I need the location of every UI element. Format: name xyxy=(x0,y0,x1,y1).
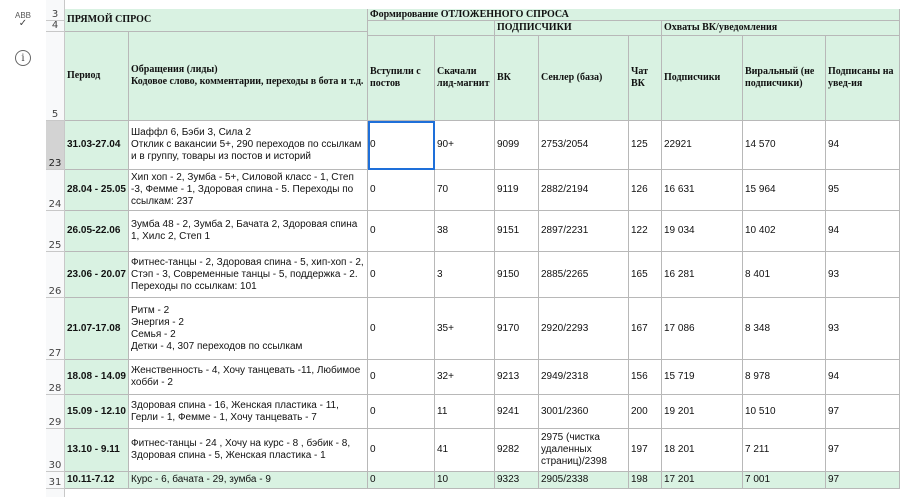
cell-viral-row-24[interactable]: 15 964 xyxy=(743,170,826,211)
cell-vk-row-29[interactable]: 9241 xyxy=(495,395,539,429)
cell-chat-row-26[interactable]: 165 xyxy=(629,252,662,298)
row-number-28[interactable]: 28 xyxy=(46,360,64,395)
info-icon: i xyxy=(15,50,31,66)
header-reach[interactable]: Охваты ВК/уведомления xyxy=(662,21,900,36)
cell-chat-row-29[interactable]: 200 xyxy=(629,395,662,429)
cell-viral-row-26[interactable]: 8 401 xyxy=(743,252,826,298)
row-number-column xyxy=(46,0,65,497)
cell-chat-row-27[interactable]: 167 xyxy=(629,298,662,360)
cell-notify-row-29[interactable]: 97 xyxy=(826,395,900,429)
row-number-30[interactable]: 30 xyxy=(46,429,64,472)
cell-vk-row-27[interactable]: 9170 xyxy=(495,298,539,360)
cell-notify-row-28[interactable]: 94 xyxy=(826,360,900,395)
cell-notify-row-23[interactable]: 94 xyxy=(826,121,900,170)
cell-period-row-27[interactable]: 21.07-17.08 xyxy=(65,298,129,360)
cell-period-row-30[interactable]: 13.10 - 9.11 xyxy=(65,429,129,472)
spreadsheet-grid xyxy=(65,0,900,497)
cell-joined-row-27[interactable]: 0 xyxy=(368,298,435,360)
cell-chat-row-30[interactable]: 197 xyxy=(629,429,662,472)
cell-downloaded-row-26[interactable]: 3 xyxy=(435,252,495,298)
cell-period-row-26[interactable]: 23.06 - 20.07 xyxy=(65,252,129,298)
cell-senler-row-27[interactable]: 2920/2293 xyxy=(539,298,629,360)
row-number-31[interactable]: 31 xyxy=(46,472,64,489)
cell-requests-row-25[interactable]: Зумба 48 - 2, Зумба 2, Бачата 2, Здоровая спина 1, Хилс 2, Степ 1 xyxy=(129,211,368,252)
row-number-23[interactable]: 23 xyxy=(46,121,64,170)
header-notify-subscribed[interactable]: Подписаны на увед-ия xyxy=(826,36,900,121)
row-number-26[interactable]: 26 xyxy=(46,252,64,298)
cell-requests-row-30[interactable]: Фитнес-танцы - 24 , Хочу на курс - 8 , бэбик - 8, Здоровая спина - 5, Женская пластика - 1 xyxy=(129,429,368,472)
cell-requests-row-26[interactable]: Фитнес-танцы - 2, Здоровая спина - 5, хип-хоп - 2, Стэп - 3, Современные танцы - 5, поддержка - 2. Переходы по ссылкам: 101 xyxy=(129,252,368,298)
cell-downloaded-row-30[interactable]: 41 xyxy=(435,429,495,472)
header-reach-subscribers[interactable]: Подписчики xyxy=(662,36,743,121)
cell-notify-row-27[interactable]: 93 xyxy=(826,298,900,360)
cell-subs-row-25[interactable]: 19 034 xyxy=(662,211,743,252)
cell-requests-row-28[interactable]: Женственность - 4, Хочу танцевать -11, Любимое хобби - 2 xyxy=(129,360,368,395)
header-chat-vk[interactable]: Чат ВК xyxy=(629,36,662,121)
cell-requests-row-24[interactable]: Хип хоп - 2, Зумба - 5+, Силовой класс - 1, Степ -3, Фемме - 1, Здоровая спина - 5. Переходы по ссылкам: 237 xyxy=(129,170,368,211)
spellcheck-button[interactable] xyxy=(9,8,37,32)
header-period[interactable]: Период xyxy=(65,32,129,121)
cell-viral-row-27[interactable]: 8 348 xyxy=(743,298,826,360)
cell-notify-row-25[interactable]: 94 xyxy=(826,211,900,252)
header-viral[interactable]: Виральный (не подписчики) xyxy=(743,36,826,121)
row-number-3[interactable]: 3 xyxy=(46,9,64,21)
cell-joined-row-30[interactable]: 0 xyxy=(368,429,435,472)
cell-period-row-29[interactable]: 15.09 - 12.10 xyxy=(65,395,129,429)
header-direct-demand[interactable]: ПРЯМОЙ СПРОС xyxy=(65,9,368,32)
cell-senler-row-23[interactable]: 2753/2054 xyxy=(539,121,629,170)
cell-viral-row-29[interactable]: 10 510 xyxy=(743,395,826,429)
cell-notify-row-31[interactable]: 97 xyxy=(826,472,900,489)
cell-senler-row-24[interactable]: 2882/2194 xyxy=(539,170,629,211)
cell-chat-row-31[interactable]: 198 xyxy=(629,472,662,489)
row-number-27[interactable]: 27 xyxy=(46,298,64,360)
cell-joined-row-25[interactable]: 0 xyxy=(368,211,435,252)
cell-senler-row-25[interactable]: 2897/2231 xyxy=(539,211,629,252)
cell-vk-row-30[interactable]: 9282 xyxy=(495,429,539,472)
row-number-25[interactable]: 25 xyxy=(46,211,64,252)
cell-downloaded-row-23[interactable]: 90+ xyxy=(435,121,495,170)
cell-subs-row-26[interactable]: 16 281 xyxy=(662,252,743,298)
cell-subs-row-24[interactable]: 16 631 xyxy=(662,170,743,211)
cell-vk-row-28[interactable]: 9213 xyxy=(495,360,539,395)
cell-chat-row-24[interactable]: 126 xyxy=(629,170,662,211)
row-number-4[interactable]: 4 xyxy=(46,21,64,32)
cell-period-row-23[interactable]: 31.03-27.04 xyxy=(65,121,129,170)
cell-chat-row-28[interactable]: 156 xyxy=(629,360,662,395)
header-joined-from-posts[interactable]: Вступили с постов xyxy=(368,36,435,121)
cell-joined-row-23[interactable]: 0 xyxy=(368,121,435,170)
cell-viral-row-25[interactable]: 10 402 xyxy=(743,211,826,252)
cell-notify-row-24[interactable]: 95 xyxy=(826,170,900,211)
cell-notify-row-26[interactable]: 93 xyxy=(826,252,900,298)
cell-downloaded-row-29[interactable]: 11 xyxy=(435,395,495,429)
cell-period-row-25[interactable]: 26.05-22.06 xyxy=(65,211,129,252)
cell-downloaded-row-24[interactable]: 70 xyxy=(435,170,495,211)
cell-subs-row-27[interactable]: 17 086 xyxy=(662,298,743,360)
cell-joined-row-26[interactable]: 0 xyxy=(368,252,435,298)
cell-vk-row-26[interactable]: 9150 xyxy=(495,252,539,298)
cell-senler-row-29[interactable]: 3001/2360 xyxy=(539,395,629,429)
cell-period-row-31[interactable]: 10.11-7.12 xyxy=(65,472,129,489)
cell-requests-row-27[interactable]: Ритм - 2 Энергия - 2 Семья - 2 Детки - 4, 307 переходов по ссылкам xyxy=(129,298,368,360)
cell-vk-row-31[interactable]: 9323 xyxy=(495,472,539,489)
info-button[interactable] xyxy=(9,46,37,70)
cell-viral-row-28[interactable]: 8 978 xyxy=(743,360,826,395)
cell-period-row-24[interactable]: 28.04 - 25.05 xyxy=(65,170,129,211)
cell-requests-row-29[interactable]: Здоровая спина - 16, Женская пластика - 11, Герли - 1, Фемме - 1, Хочу танцевать - 7 xyxy=(129,395,368,429)
header-subscribers[interactable]: ПОДПИСЧИКИ xyxy=(495,21,662,36)
cell-joined-row-29[interactable]: 0 xyxy=(368,395,435,429)
header-empty-group[interactable] xyxy=(368,21,495,36)
cell-requests-row-31[interactable]: Курс - 6, бачата - 29, зумба - 9 xyxy=(129,472,368,489)
cell-joined-row-28[interactable]: 0 xyxy=(368,360,435,395)
cell-viral-row-23[interactable]: 14 570 xyxy=(743,121,826,170)
cell-subs-row-29[interactable]: 19 201 xyxy=(662,395,743,429)
row-number-5[interactable]: 5 xyxy=(46,32,64,121)
cell-senler-row-28[interactable]: 2949/2318 xyxy=(539,360,629,395)
cell-notify-row-30[interactable]: 97 xyxy=(826,429,900,472)
header-vk[interactable]: ВК xyxy=(495,36,539,121)
cell-vk-row-24[interactable]: 9119 xyxy=(495,170,539,211)
cell-senler-row-26[interactable]: 2885/2265 xyxy=(539,252,629,298)
cell-chat-row-25[interactable]: 122 xyxy=(629,211,662,252)
cell-downloaded-row-28[interactable]: 32+ xyxy=(435,360,495,395)
cell-vk-row-23[interactable]: 9099 xyxy=(495,121,539,170)
cell-requests-row-23[interactable]: Шаффл 6, Бэби 3, Сила 2 Отклик с вакансии 5+, 290 переходов по ссылкам и в группу, товары из постов и историй xyxy=(129,121,368,170)
cell-vk-row-25[interactable]: 9151 xyxy=(495,211,539,252)
cell-subs-row-31[interactable]: 17 201 xyxy=(662,472,743,489)
cell-downloaded-row-27[interactable]: 35+ xyxy=(435,298,495,360)
cell-joined-row-24[interactable]: 0 xyxy=(368,170,435,211)
cell-subs-row-28[interactable]: 15 719 xyxy=(662,360,743,395)
row-number-29[interactable]: 29 xyxy=(46,395,64,429)
row-number-24[interactable]: 24 xyxy=(46,170,64,211)
cell-joined-row-31[interactable]: 0 xyxy=(368,472,435,489)
cell-viral-row-31[interactable]: 7 001 xyxy=(743,472,826,489)
cell-subs-row-23[interactable]: 22921 xyxy=(662,121,743,170)
cell-senler-row-30[interactable]: 2975 (чистка удаленных страниц)/2398 xyxy=(539,429,629,472)
header-downloaded-lead-magnet[interactable]: Скачали лид-магнит xyxy=(435,36,495,121)
cell-chat-row-23[interactable]: 125 xyxy=(629,121,662,170)
spellcheck-label: ABB xyxy=(14,11,31,20)
cell-downloaded-row-25[interactable]: 38 xyxy=(435,211,495,252)
cell-viral-row-30[interactable]: 7 211 xyxy=(743,429,826,472)
cell-downloaded-row-31[interactable]: 10 xyxy=(435,472,495,489)
spellcheck-icon: ✓ xyxy=(18,18,28,29)
side-panel xyxy=(0,0,47,497)
header-senler[interactable]: Сенлер (база) xyxy=(539,36,629,121)
header-deferred-demand[interactable]: Формирование ОТЛОЖЕННОГО СПРОСА xyxy=(368,9,900,21)
cell-period-row-28[interactable]: 18.08 - 14.09 xyxy=(65,360,129,395)
header-requests[interactable]: Обращения (лиды) Кодовое слово, комментарии, переходы в бота и т.д. xyxy=(129,32,368,121)
cell-senler-row-31[interactable]: 2905/2338 xyxy=(539,472,629,489)
cell-subs-row-30[interactable]: 18 201 xyxy=(662,429,743,472)
